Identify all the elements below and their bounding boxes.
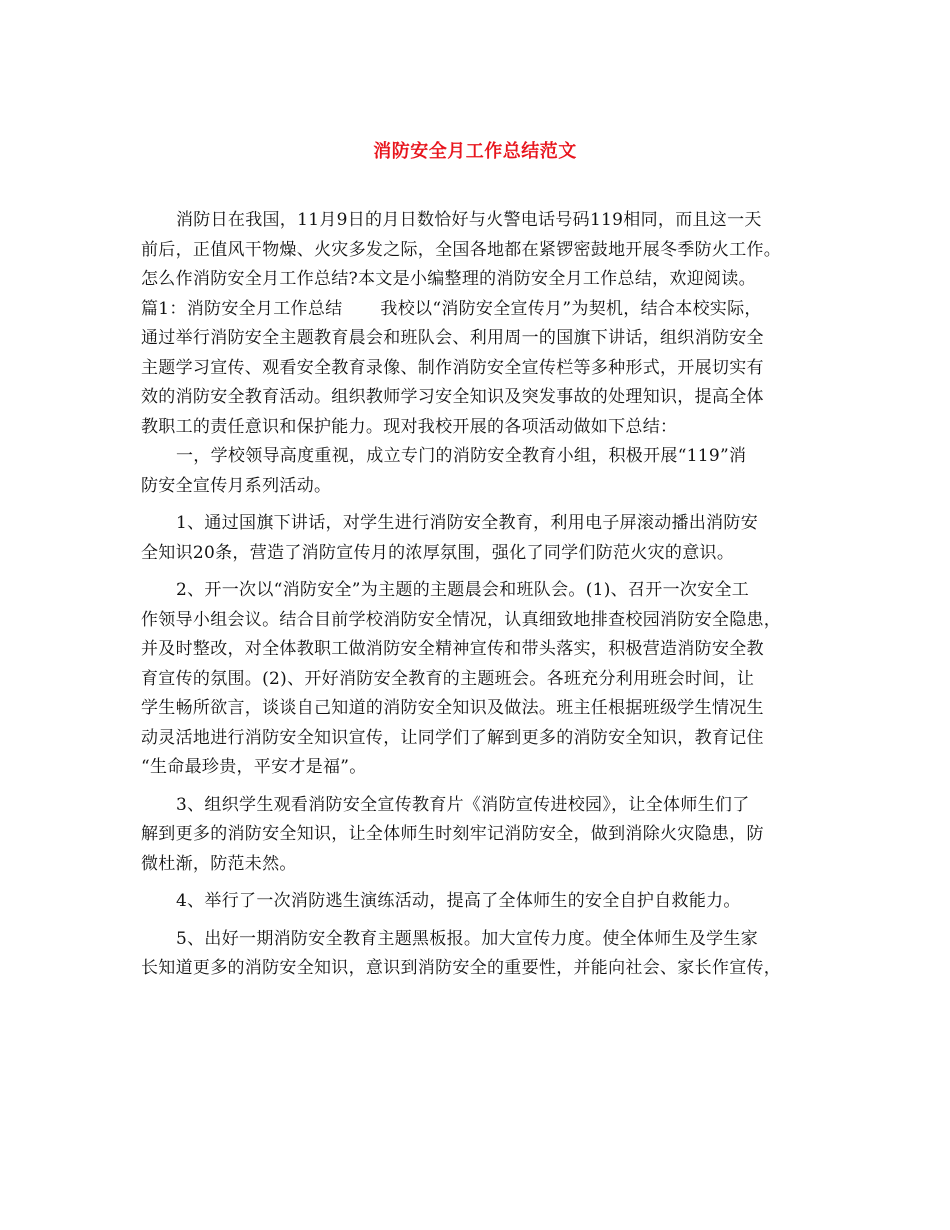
item-5-line: 长知道更多的消防安全知识，意识到消防安全的重要性，并能向社会、家长作宣传， xyxy=(141,958,782,978)
item-5-line: 5、出好一期消防安全教育主题黑板报。加大宣传力度。使全体师生及学生家 xyxy=(176,928,759,949)
article-line: 主题学习宣传、观看安全教育录像、制作消防安全宣传栏等多种形式，开展切实有 xyxy=(141,357,764,378)
article-label: 篇1：消防安全月工作总结 xyxy=(141,298,343,319)
item-3-line: 微杜渐，防范未然。 xyxy=(141,853,297,874)
article-first-line-text: 我校以“消防安全宣传月”为契机，结合本校实际， xyxy=(380,298,762,319)
item-1-line: 全知识20条，营造了消防宣传月的浓厚氛围，强化了同学们防范火灾的意识。 xyxy=(141,542,735,563)
intro-line: 消防日在我国，11月9日的月日数恰好与火警电话号码119相同，而且这一天 xyxy=(176,210,762,230)
section-1-line: 一，学校领导高度重视，成立专门的消防安全教育小组，积极开展“119”消 xyxy=(176,446,747,466)
document-body xyxy=(141,206,821,984)
item-2-line: 动灵活地进行消防安全知识宣传，让同学们了解到更多的消防安全知识，教育记住 xyxy=(141,727,764,748)
intro-line: 怎么作消防安全月工作总结?本文是小编整理的消防安全月工作总结，欢迎阅读。 xyxy=(141,269,756,289)
item-2-line: 育宣传的氛围。(2)、开好消防安全教育的主题班会。各班充分利用班会时间，让 xyxy=(141,668,755,689)
intro-line: 前后，正值风干物燥、火灾多发之际，全国各地都在紧锣密鼓地开展冬季防火工作。 xyxy=(141,239,782,260)
article-first-line xyxy=(141,295,821,325)
item-2-line: 并及时整改，对全体教职工做消防安全精神宣传和带头落实，积极营造消防安全教 xyxy=(141,639,764,659)
article-line: 教职工的责任意识和保护能力。现对我校开展的各项活动做如下总结： xyxy=(141,416,678,437)
item-2-line: 2、开一次以“消防安全”为主题的主题晨会和班队会。(1)、召开一次安全工 xyxy=(176,580,750,600)
item-3-line: 3、组织学生观看消防安全宣传教育片《消防宣传进校园》，让全体师生们了 xyxy=(176,794,750,815)
item-4-line: 4、举行了一次消防逃生演练活动，提高了全体师生的安全自护自救能力。 xyxy=(176,891,741,911)
item-1-line: 1、通过国旗下讲话，对学生进行消防安全教育，利用电子屏滚动播出消防安 xyxy=(176,513,759,533)
item-2-line: 学生畅所欲言，谈谈自己知道的消防安全知识及做法。班主任根据班级学生情况生 xyxy=(141,698,764,718)
item-2-line: 作领导小组会议。结合目前学校消防安全情况，认真细致地排查校园消防安全隐患， xyxy=(141,609,782,630)
document-title: 消防安全月工作总结范文 xyxy=(373,141,577,162)
item-2-line: “生命最珍贵，平安才是福”。 xyxy=(141,757,367,777)
article-line: 效的消防安全教育活动。组织教师学习安全知识及突发事故的处理知识，提高全体 xyxy=(141,387,764,407)
article-line: 通过举行消防安全主题教育晨会和班队会、利用周一的国旗下讲话，组织消防安全 xyxy=(141,328,764,348)
item-3-line: 解到更多的消防安全知识，让全体师生时刻牢记消防安全，做到消除火灾隐患，防 xyxy=(141,824,764,844)
section-1-line: 防安全宣传月系列活动。 xyxy=(141,475,332,496)
